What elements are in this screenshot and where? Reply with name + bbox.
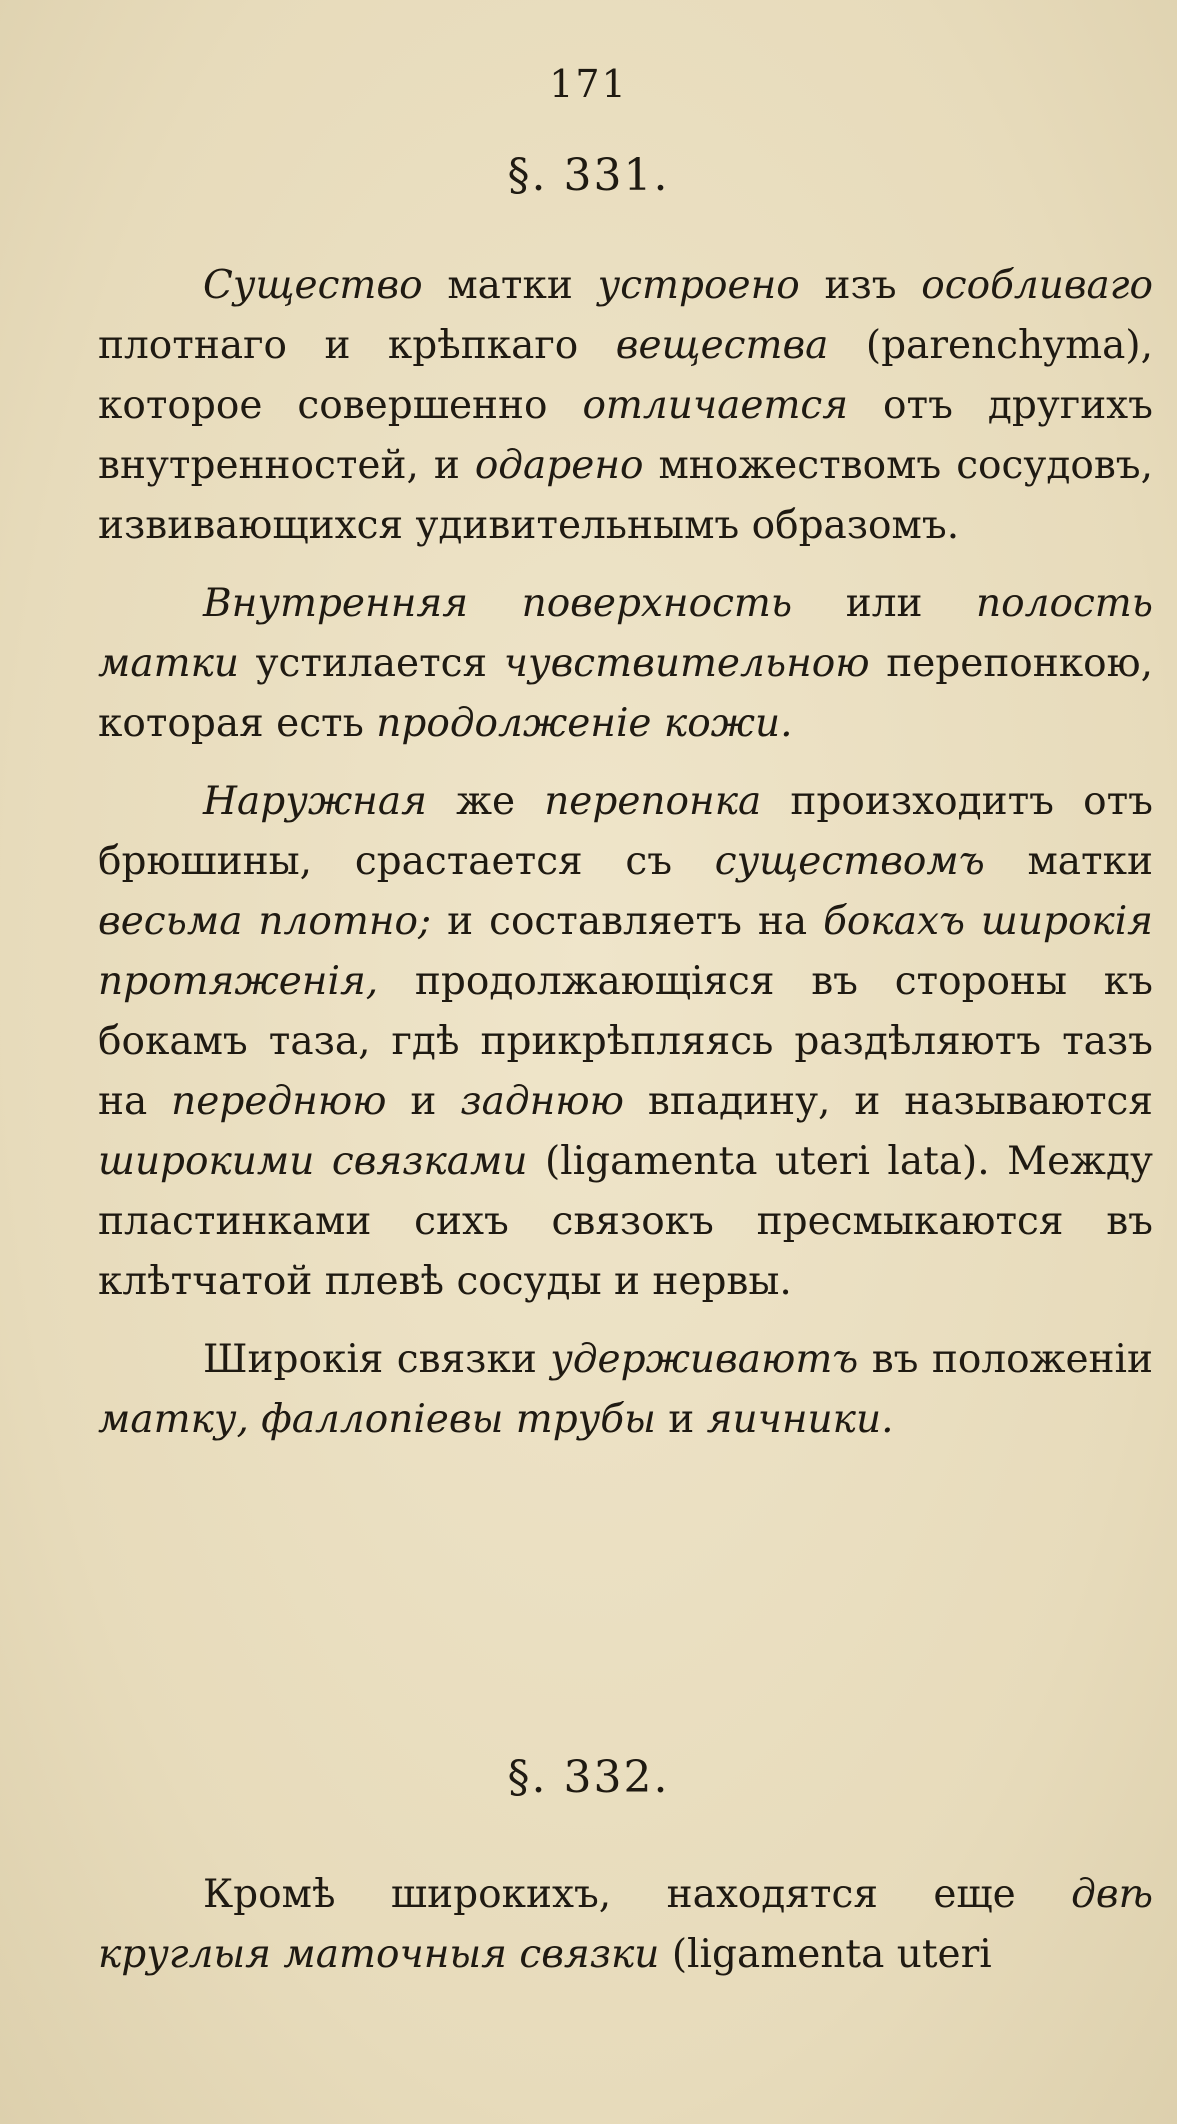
italic-term: одарено	[474, 443, 644, 488]
text-run: продолжающіяся въ стороны къ бокамъ таза, гдѣ прикрѣпляясь раздѣляютъ тазъ на	[98, 959, 1153, 1124]
paragraph	[98, 256, 1153, 556]
italic-term: удерживаютъ	[550, 1337, 859, 1382]
italic-term: широкими связками	[98, 1139, 528, 1184]
italic-term: матку, фаллопіевы трубы	[98, 1397, 656, 1442]
italic-term: заднюю	[460, 1079, 624, 1124]
text-run: (ligamenta uteri	[659, 1932, 992, 1977]
text-run: (parenchyma), которое совершенно	[98, 323, 1153, 428]
italic-term: отличается	[582, 383, 849, 428]
text-run: отъ другихъ внутренностей, и	[98, 383, 1153, 488]
italic-term: Наружная	[203, 779, 427, 824]
section-heading-331: §. 331.	[507, 150, 670, 201]
text-run: впадину, и называются	[623, 1079, 1153, 1124]
italic-term: яичники.	[706, 1397, 894, 1442]
text-run: Широкія связки	[203, 1337, 551, 1382]
italic-term: весьма плотно;	[98, 899, 432, 944]
italic-term: бокахъ широкія протяженія,	[98, 899, 1154, 1004]
text-run: и	[655, 1397, 707, 1442]
text-run: матки	[984, 839, 1153, 884]
text-run: произходитъ отъ брюшины, срастается съ	[98, 779, 1153, 884]
text-run: Кромѣ широкихъ, находятся еще	[203, 1872, 1072, 1917]
text-run: или	[792, 581, 977, 626]
paragraph	[98, 1330, 1153, 1450]
text-run: матки	[422, 263, 598, 308]
text-run: плотнаго и крѣпкаго	[98, 323, 616, 368]
text-run: множествомъ сосудовъ, извивающихся удивительнымъ образомъ.	[98, 443, 1153, 548]
italic-term: перепонка	[544, 779, 762, 824]
text-run: перепонкою, которая есть	[98, 641, 1153, 746]
text-run: изъ	[799, 263, 922, 308]
text-run: же	[426, 779, 545, 824]
italic-term: Внутренняя поверхность	[203, 581, 793, 626]
italic-term: Существо	[203, 263, 423, 308]
text-run: (ligamenta uteri lata). Между пластинками сихъ связокъ пресмыкаются въ клѣтчатой плевѣ сосуды и нервы.	[98, 1139, 1153, 1304]
italic-term: устроено	[597, 263, 800, 308]
paragraph	[98, 772, 1153, 1312]
section-heading-332: §. 332.	[507, 1752, 670, 1803]
text-run: устилается	[238, 641, 504, 686]
italic-term: продолженіе кожи.	[376, 701, 793, 746]
italic-term: существомъ	[714, 839, 985, 884]
section-332-text	[98, 1865, 1153, 1985]
paragraph	[98, 1865, 1153, 1985]
text-run: и	[386, 1079, 461, 1124]
page-number: 171	[549, 62, 628, 106]
text-run: въ положеніи	[858, 1337, 1153, 1382]
paragraph	[98, 574, 1153, 754]
text-run: и составляетъ на	[431, 899, 824, 944]
italic-term: полость матки	[98, 581, 1154, 686]
italic-term: вещества	[615, 323, 829, 368]
italic-term: двѣ круглыя маточныя связки	[98, 1872, 1153, 1977]
italic-term: особливаго	[921, 263, 1153, 308]
section-331-text	[98, 256, 1153, 1450]
italic-term: переднюю	[171, 1079, 387, 1124]
italic-term: чувствительною	[503, 641, 870, 686]
